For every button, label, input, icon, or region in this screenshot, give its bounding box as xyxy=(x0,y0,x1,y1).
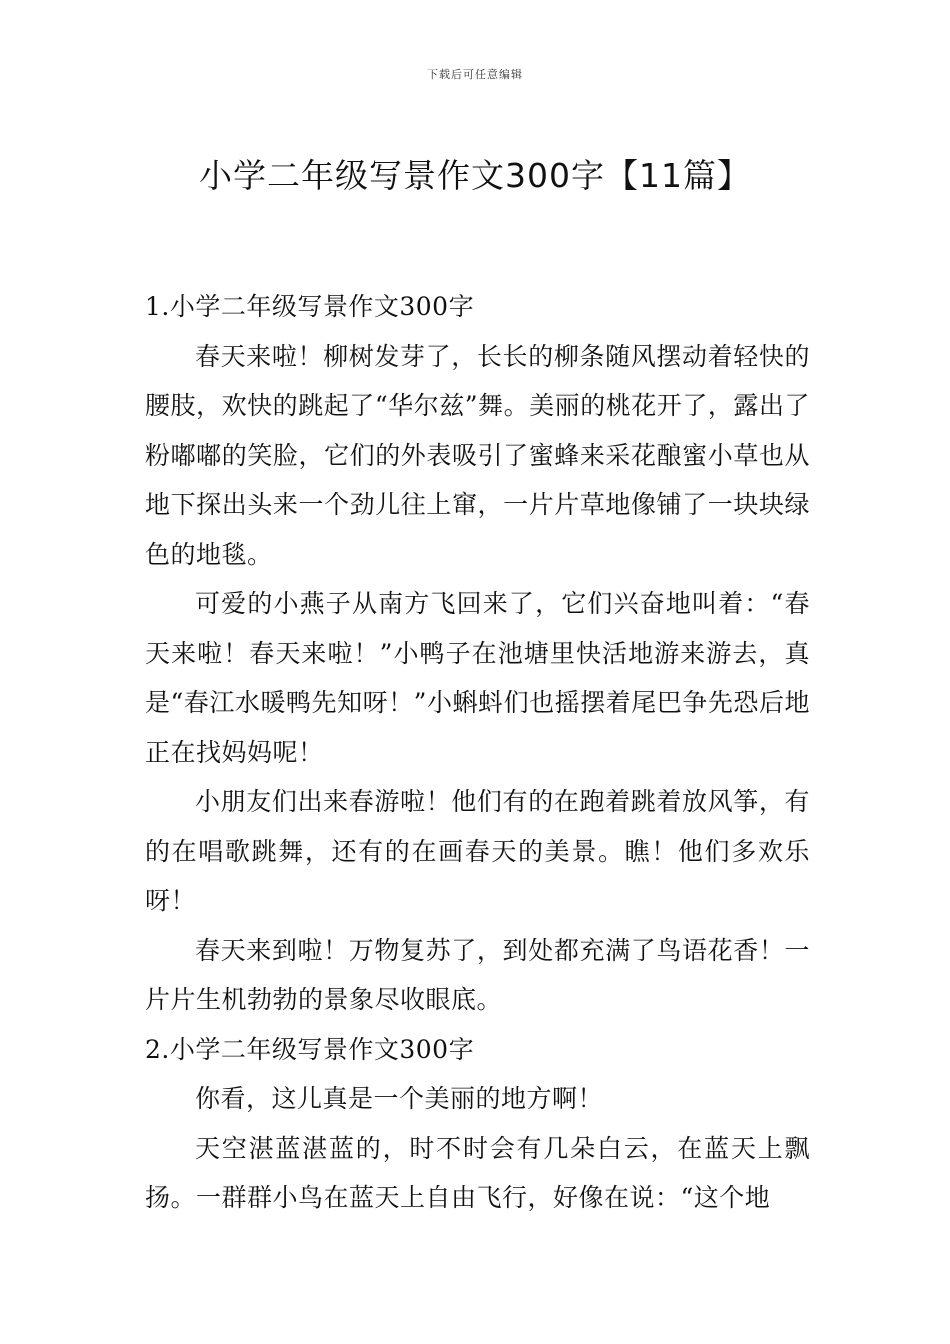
paragraph: 春天来到啦！万物复苏了，到处都充满了鸟语花香！一片片生机勃勃的景象尽收眼底。 xyxy=(145,935,810,1014)
paragraph: 你看，这儿真是一个美丽的地方啊！ xyxy=(195,1084,604,1113)
paragraph: 春天来啦！柳树发芽了，长长的柳条随风摆动着轻快的腰肢，欢快的跳起了“华尔兹”舞。美丽的桃花开了，露出了粉嘟嘟的笑脸，它们的外表吸引了蜜蜂来采花酿蜜小草也从地下探出头来一个劲儿往上窜，一片片草地像铺了一块块绿色的地毯。 xyxy=(145,341,810,569)
section-heading: 2.小学二年级写景作文300字 xyxy=(145,1034,475,1064)
paragraph: 可爱的小燕子从南方飞回来了，它们兴奋地叫着：“春天来啦！春天来啦！”小鸭子在池塘里快活地游来游去，真是“春江水暖鸭先知呀！”小蝌蚪们也摇摆着尾巴争先恐后地正在找妈妈呢！ xyxy=(145,589,810,767)
page-header-note: 下载后可任意编辑 xyxy=(427,68,523,81)
paragraph: 小朋友们出来春游啦！他们有的在跑着跳着放风筝，有的在唱歌跳舞，还有的在画春天的美景。瞧！他们多欢乐呀！ xyxy=(145,787,810,915)
paragraph: 天空湛蓝湛蓝的，时不时会有几朵白云，在蓝天上飘扬。一群群小鸟在蓝天上自由飞行，好像在说：“这个地 xyxy=(145,1133,810,1212)
document-title: 小学二年级写景作文300字【11篇】 xyxy=(199,156,751,196)
document-body xyxy=(145,282,810,1223)
essay-section-1 xyxy=(145,282,810,1025)
section-heading: 1.小学二年级写景作文300字 xyxy=(145,292,475,321)
essay-section-2 xyxy=(145,1025,810,1223)
